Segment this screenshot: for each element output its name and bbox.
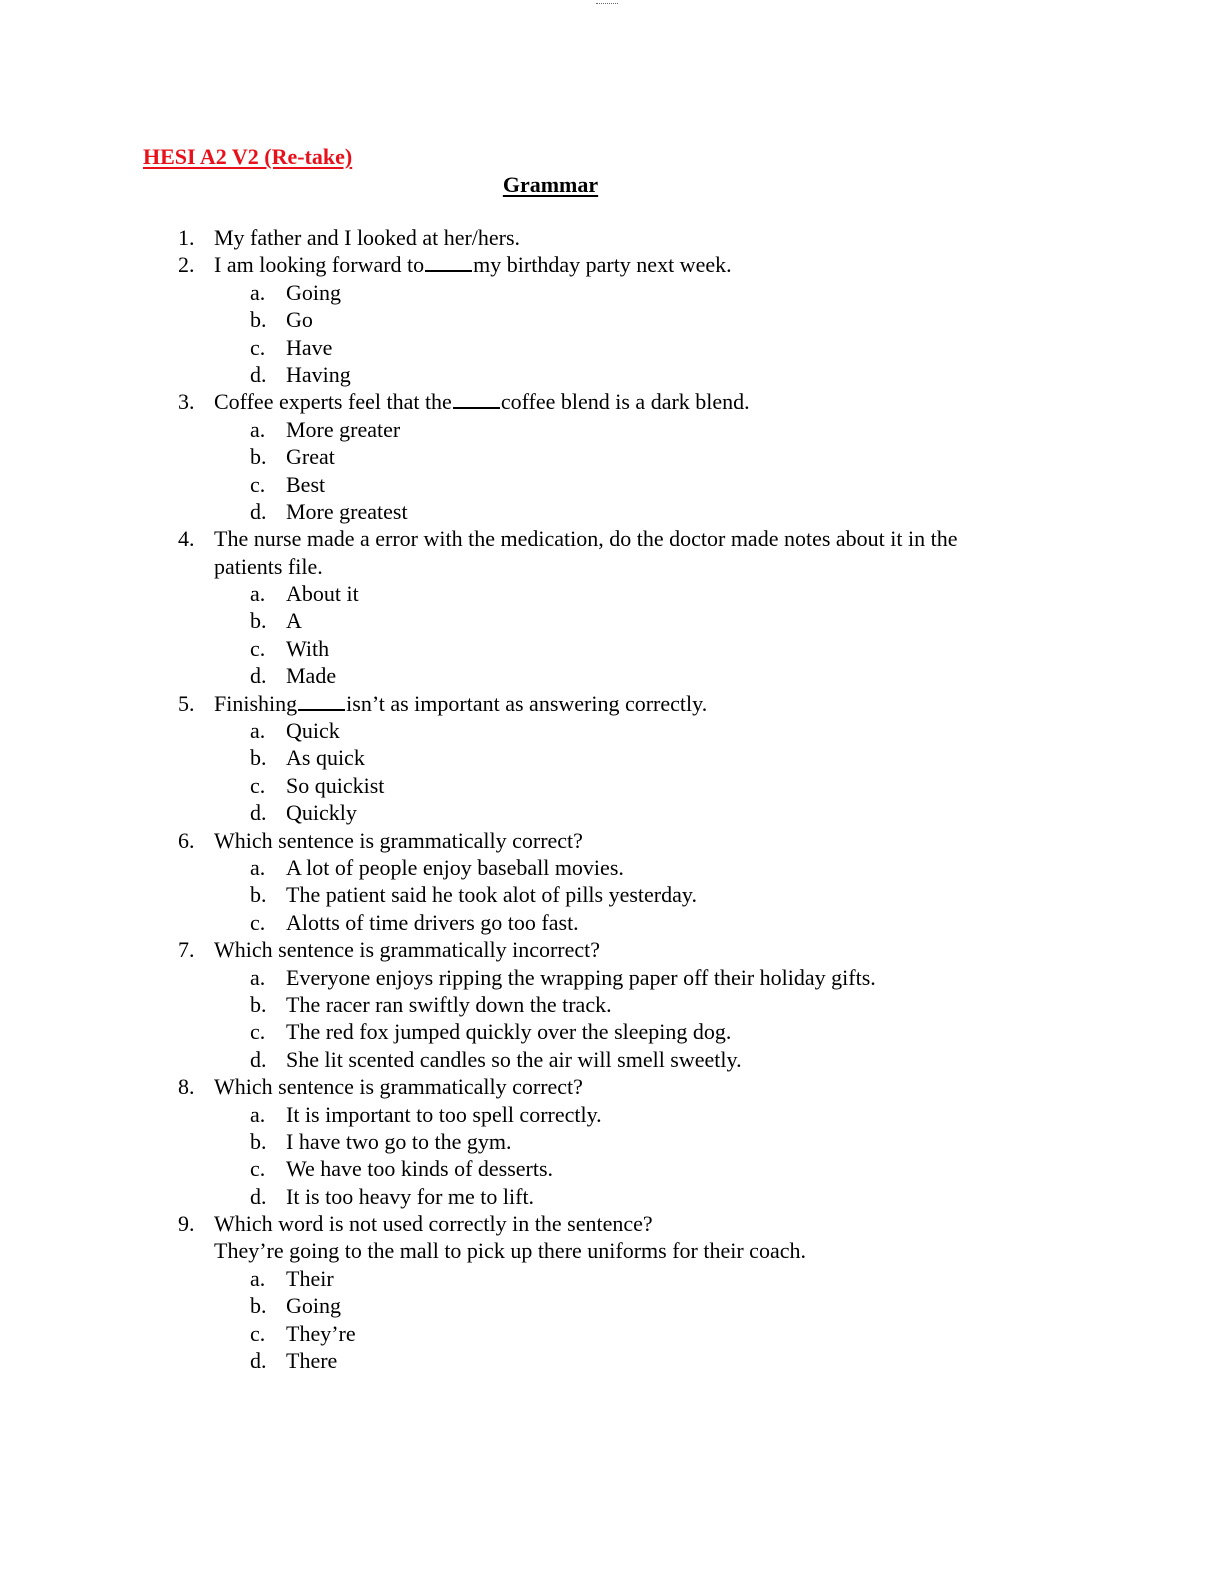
option-text: A <box>286 608 302 634</box>
option-letter: b. <box>250 991 267 1017</box>
option-text: Go <box>286 307 313 333</box>
question-text-segment: coffee blend is a dark blend. <box>500 389 750 415</box>
answer-option <box>0 1101 1224 1128</box>
question-row <box>0 251 1224 278</box>
answer-option <box>0 334 1224 361</box>
option-text: So quickist <box>286 772 385 798</box>
question-number: 8. <box>178 1074 195 1100</box>
option-letter: c. <box>250 909 266 935</box>
option-letter: c. <box>250 471 266 497</box>
question-number: 9. <box>178 1211 195 1237</box>
question-number: 7. <box>178 937 195 963</box>
option-letter: a. <box>250 279 266 305</box>
option-letter: d. <box>250 1348 267 1374</box>
option-letter: c. <box>250 772 266 798</box>
question-text-segment: Finishing <box>214 690 298 716</box>
question-number: 4. <box>178 526 195 552</box>
option-text: They’re <box>286 1320 356 1346</box>
answer-option <box>0 607 1224 634</box>
answer-option <box>0 361 1224 388</box>
option-text: The patient said he took alot of pills yesterday. <box>286 882 697 908</box>
question-text-segment: I am looking forward to <box>214 252 425 278</box>
answer-option <box>0 717 1224 744</box>
question-row <box>0 936 1224 963</box>
option-text: Quickly <box>286 800 357 826</box>
answer-option <box>0 1183 1224 1210</box>
option-text: Great <box>286 444 335 470</box>
question-number: 1. <box>178 225 195 250</box>
option-letter: b. <box>250 745 267 771</box>
option-text: Have <box>286 334 333 360</box>
question-number: 2. <box>178 252 195 278</box>
question-continuation-row <box>0 553 1224 580</box>
option-letter: a. <box>250 718 266 744</box>
option-letter: c. <box>250 635 266 661</box>
option-letter: a. <box>250 854 266 880</box>
option-letter: d. <box>250 1046 267 1072</box>
question-row <box>0 224 1224 251</box>
option-text: Alotts of time drivers go too fast. <box>286 909 579 935</box>
option-text: About it <box>286 581 359 607</box>
option-letter: b. <box>250 307 267 333</box>
question-text-segment: my birthday party next week. <box>473 252 732 278</box>
question-text-segment: patients file. <box>214 553 323 579</box>
option-text: With <box>286 635 330 661</box>
option-text: The racer ran swiftly down the track. <box>286 991 612 1017</box>
option-letter: c. <box>250 1320 266 1346</box>
option-letter: b. <box>250 882 267 908</box>
answer-option <box>0 279 1224 306</box>
question-list <box>0 224 1224 1374</box>
option-text: Going <box>286 1293 341 1319</box>
section-heading: Grammar <box>502 172 599 197</box>
document-title: HESI A2 V2 (Re-take) <box>143 144 353 169</box>
question-text-segment: isn’t as important as answering correctly. <box>346 690 708 716</box>
question-row <box>0 1073 1224 1100</box>
option-text: Going <box>286 279 341 305</box>
option-letter: d. <box>250 1183 267 1209</box>
option-letter: d. <box>250 663 267 689</box>
answer-option <box>0 1320 1224 1347</box>
option-text: Having <box>286 361 351 387</box>
question-row <box>0 525 1224 552</box>
option-letter: d. <box>250 361 267 387</box>
option-text: I have two go to the gym. <box>286 1128 512 1154</box>
question-text <box>214 388 750 415</box>
answer-option <box>0 1155 1224 1182</box>
option-letter: b. <box>250 1128 267 1154</box>
question-text-segment: They’re going to the mall to pick up there uniforms for their coach. <box>214 1238 806 1264</box>
option-letter: b. <box>250 1293 267 1319</box>
question-row <box>0 827 1224 854</box>
answer-option <box>0 881 1224 908</box>
page-top-mark <box>596 0 618 4</box>
option-text: Their <box>286 1265 334 1291</box>
option-letter: b. <box>250 608 267 634</box>
answer-option <box>0 909 1224 936</box>
answer-option <box>0 306 1224 333</box>
question-text-segment: Coffee experts feel that the <box>214 389 452 415</box>
option-text: It is important to too spell correctly. <box>286 1101 602 1127</box>
option-text: Best <box>286 471 326 497</box>
answer-option <box>0 1018 1224 1045</box>
answer-option <box>0 964 1224 991</box>
answer-option <box>0 580 1224 607</box>
question-text-segment: Which sentence is grammatically correct? <box>214 1074 583 1100</box>
question-text <box>214 224 520 251</box>
question-row <box>0 690 1224 717</box>
question-text <box>214 690 707 717</box>
option-letter: b. <box>250 444 267 470</box>
question-text-segment: The nurse made a error with the medication, do the doctor made notes about it in the <box>214 526 958 552</box>
option-text: Everyone enjoys ripping the wrapping paper off their holiday gifts. <box>286 964 876 990</box>
option-letter: c. <box>250 334 266 360</box>
answer-option <box>0 498 1224 525</box>
option-letter: c. <box>250 1156 266 1182</box>
option-text: The red fox jumped quickly over the sleeping dog. <box>286 1019 732 1045</box>
question-row <box>0 1210 1224 1237</box>
option-letter: c. <box>250 1019 266 1045</box>
option-letter: a. <box>250 964 266 990</box>
answer-option <box>0 799 1224 826</box>
option-text: As quick <box>286 745 365 771</box>
question-text-segment: Which word is not used correctly in the sentence? <box>214 1211 653 1237</box>
option-letter: d. <box>250 800 267 826</box>
question-number: 5. <box>178 690 195 716</box>
option-text: More greatest <box>286 498 408 524</box>
question-number: 3. <box>178 389 195 415</box>
option-letter: d. <box>250 498 267 524</box>
answer-option <box>0 744 1224 771</box>
answer-option <box>0 1292 1224 1319</box>
answer-option <box>0 416 1224 443</box>
answer-option <box>0 854 1224 881</box>
answer-option <box>0 1128 1224 1155</box>
question-text <box>214 553 323 580</box>
answer-option <box>0 635 1224 662</box>
answer-option <box>0 1347 1224 1374</box>
answer-option <box>0 662 1224 689</box>
question-text <box>214 827 583 854</box>
option-text: She lit scented candles so the air will smell sweetly. <box>286 1046 742 1072</box>
option-text: There <box>286 1348 338 1374</box>
option-letter: a. <box>250 1101 266 1127</box>
answer-option <box>0 1046 1224 1073</box>
question-row <box>0 388 1224 415</box>
question-number: 6. <box>178 827 195 853</box>
fill-in-blank <box>298 690 345 711</box>
option-letter: a. <box>250 416 266 442</box>
question-text <box>214 1210 653 1237</box>
option-text: More greater <box>286 416 401 442</box>
question-text <box>214 1073 583 1100</box>
fill-in-blank <box>453 388 500 409</box>
question-text-segment: My father and I looked at her/hers. <box>214 225 521 250</box>
question-text-segment: Which sentence is grammatically correct? <box>214 827 583 853</box>
question-continuation-row <box>0 1237 1224 1264</box>
answer-option <box>0 471 1224 498</box>
answer-option <box>0 772 1224 799</box>
option-letter: a. <box>250 1265 266 1291</box>
option-text: A lot of people enjoy baseball movies. <box>286 854 624 880</box>
answer-option <box>0 1265 1224 1292</box>
answer-option <box>0 991 1224 1018</box>
question-text <box>214 936 600 963</box>
option-letter: a. <box>250 581 266 607</box>
question-text <box>214 251 732 278</box>
question-text-segment: Which sentence is grammatically incorrect? <box>214 937 601 963</box>
option-text: It is too heavy for me to lift. <box>286 1183 535 1209</box>
option-text: We have too kinds of desserts. <box>286 1156 554 1182</box>
fill-in-blank <box>425 251 472 272</box>
question-text <box>214 1237 806 1264</box>
option-text: Made <box>286 663 337 689</box>
option-text: Quick <box>286 718 340 744</box>
question-text <box>214 525 958 552</box>
answer-option <box>0 443 1224 470</box>
